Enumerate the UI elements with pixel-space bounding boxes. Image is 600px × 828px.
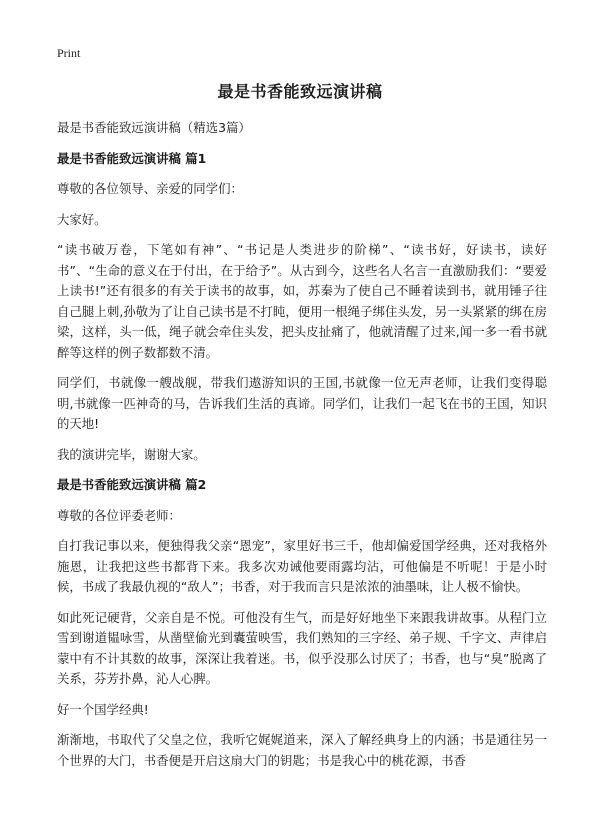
document-subtitle: 最是书香能致远演讲稿（精选3篇） [57, 120, 251, 135]
paragraph: 大家好。 [57, 211, 107, 227]
paragraph: 尊敬的各位评委老师： [57, 507, 181, 523]
print-link[interactable]: Print [57, 46, 81, 60]
paragraph: 自打我记事以来，便独得我父亲“恩宠”，家里好书三千，他却偏爱国学经典，还对我格外施恩，让我把这些书都背下来。我多次劝诫他要雨露均沾，可他偏是不听呢！于是小时候，书成了我最仇视的“敌人”；书香，对于我而言只是浓浓的油墨味，让人极不愉快。 [57, 538, 547, 594]
section-heading-2: 最是书香能致远演讲稿 篇2 [57, 477, 207, 492]
paragraph: 渐渐地，书取代了父皇之位，我听它娓娓道来，深入了解经典身上的内涵；书是通往另一个世界的大门，书香便是开启这扇大门的钥匙；书是我心中的桃花源，书香 [57, 732, 547, 768]
paragraph: 尊敬的各位领导、亲爱的同学们： [57, 181, 243, 196]
paragraph: 好一个国学经典! [57, 701, 149, 717]
paragraph: 同学们，书就像一艘战舰，带我们遨游知识的王国,书就像一位无声老师，让我们变得聪明,书就像一匹神奇的马，告诉我们生活的真谛。同学们，让我们一起飞在书的王国，知识的天地! [57, 375, 547, 431]
paragraph: 如此死记硬背，父亲自是不悦。可他没有生气，而是好好地坐下来跟我讲故事。从程门立雪到谢道韫咏雪，从凿壁偷光到囊萤映雪，我们熟知的三字经、弟子规、千字文、声律启蒙中有不计其数的故事，深深让我着迷。书，似乎没那么讨厌了；书香，也与“臭”脱离了关系，芬芳扑鼻，沁人心脾。 [57, 609, 547, 686]
page-title: 最是书香能致远演讲稿 [217, 82, 383, 101]
document-body [57, 118, 547, 781]
paragraph: 我的演讲完毕，谢谢大家。 [57, 446, 206, 462]
paragraph: “读书破万卷，下笔如有神”、“书记是人类进步的阶梯”、“读书好，好读书，读好书”、“生命的意义在于付出，在于给予”。从古到今，这些名人名言一直激励我们：“要爱上读书!”还有很多的有关于读书的故事，如，苏秦为了使自己不睡着读到书，就用锤子往自己腿上刺,孙敬为了让自己读书是不打盹，便用一根绳子绑住头发，另一头紧紧的绑在房梁，这样，头一低，绳子就会牵住头发，把头皮扯痛了，他就清醒了过来,闻一多一看书就醉等这样的例子数都数不清。 [57, 242, 547, 360]
section-heading-1: 最是书香能致远演讲稿 篇1 [57, 150, 207, 166]
